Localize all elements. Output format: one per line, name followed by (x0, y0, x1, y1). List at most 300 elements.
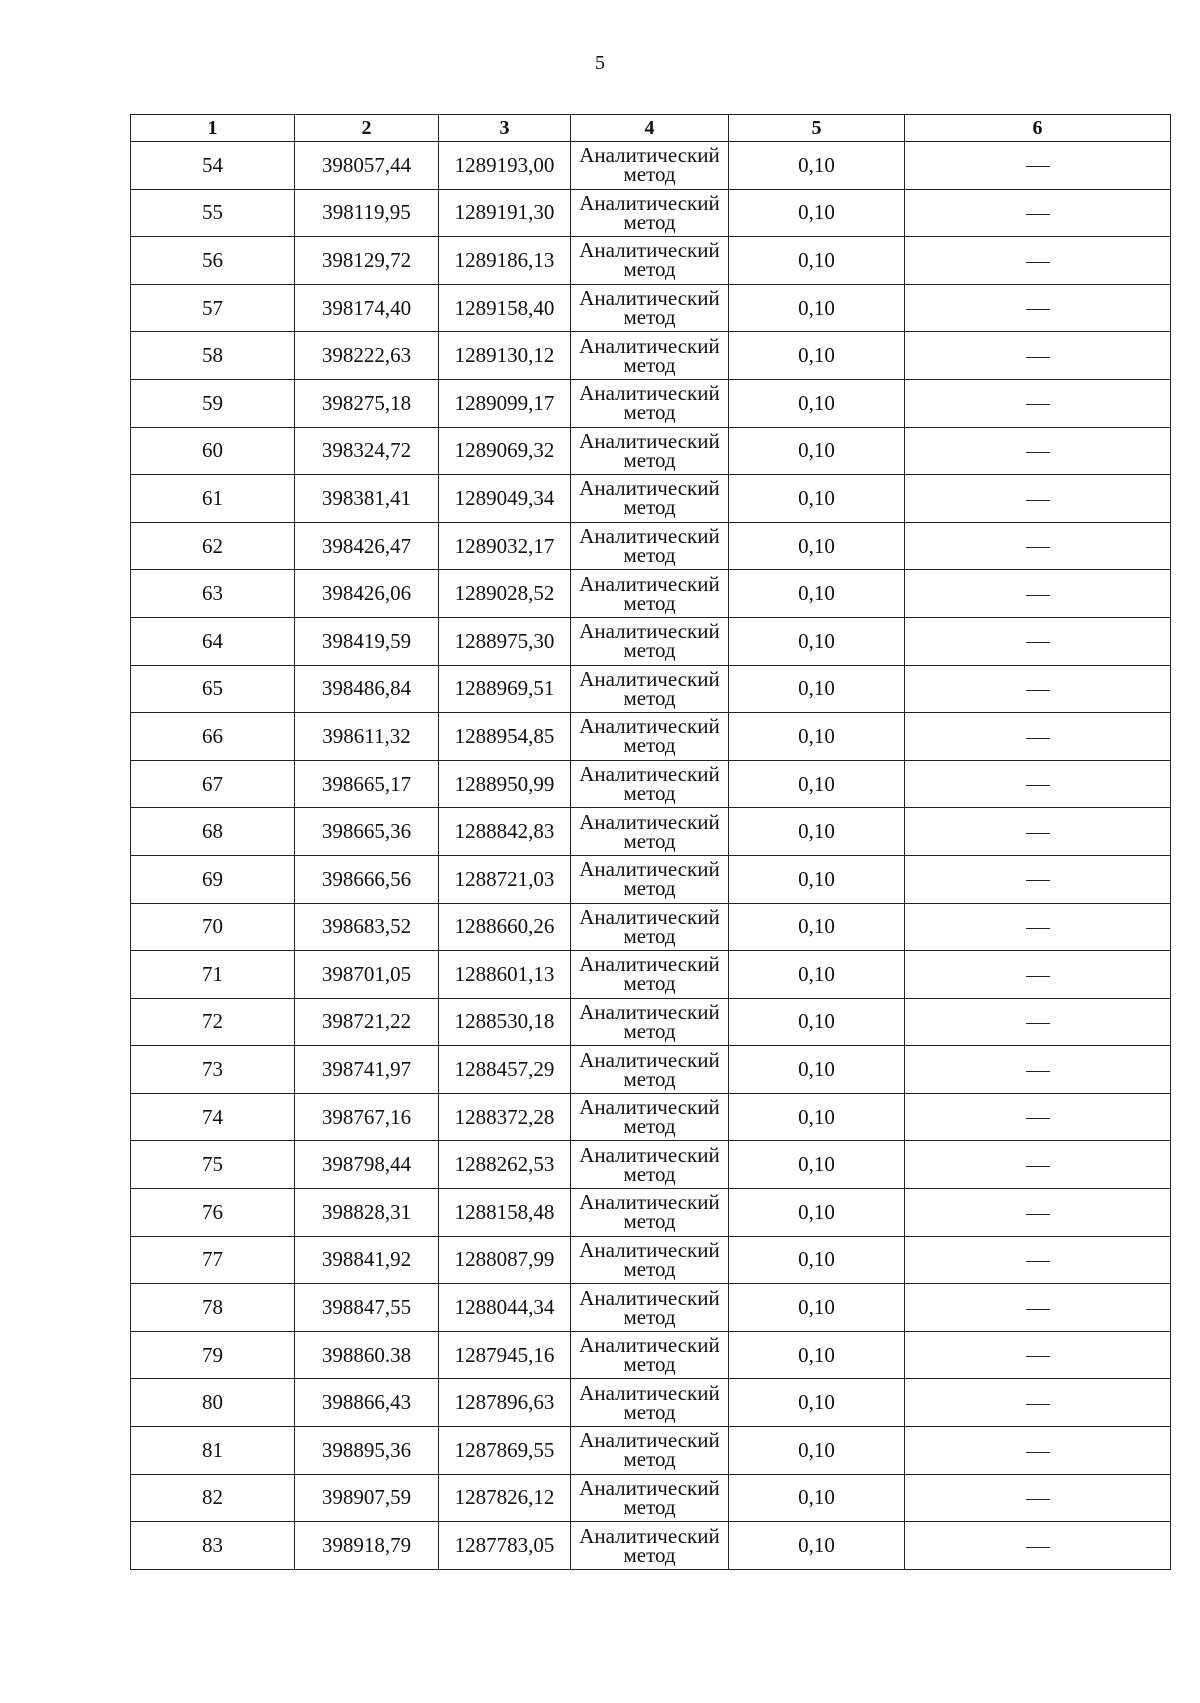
dash-mark (1026, 642, 1050, 643)
coordinate-x: 398666,56 (295, 855, 439, 903)
accuracy-value: 0,10 (729, 1522, 905, 1570)
table-row (131, 1284, 1171, 1332)
method-line-1: Аналитический (579, 143, 720, 168)
coordinate-x: 398486,84 (295, 665, 439, 713)
method-cell (571, 903, 729, 951)
point-number: 66 (131, 713, 295, 761)
point-number: 59 (131, 379, 295, 427)
accuracy-value: 0,10 (729, 665, 905, 713)
method-line-1: Аналитический (579, 571, 720, 596)
header-col-1: 1 (131, 115, 295, 142)
coordinate-x: 398828,31 (295, 1189, 439, 1237)
method-line-1: Аналитический (579, 286, 720, 311)
method-line-2: метод (623, 1494, 676, 1519)
method-line-2: метод (623, 1399, 676, 1424)
accuracy-value: 0,10 (729, 522, 905, 570)
coordinate-y: 1288372,28 (439, 1093, 571, 1141)
coordinate-y: 1288601,13 (439, 951, 571, 999)
point-number: 63 (131, 570, 295, 618)
coordinate-y: 1289158,40 (439, 284, 571, 332)
method-cell (571, 998, 729, 1046)
header-col-2: 2 (295, 115, 439, 142)
point-number: 61 (131, 475, 295, 523)
description-cell (905, 1379, 1171, 1427)
description-cell (905, 1522, 1171, 1570)
point-number: 64 (131, 617, 295, 665)
method-cell (571, 142, 729, 190)
coordinates-table (130, 114, 1171, 1570)
coordinate-y: 1288954,85 (439, 713, 571, 761)
coordinate-y: 1288158,48 (439, 1189, 571, 1237)
coordinate-y: 1288044,34 (439, 1284, 571, 1332)
coordinate-y: 1287869,55 (439, 1427, 571, 1475)
method-line-1: Аналитический (579, 809, 720, 834)
coordinate-y: 1288087,99 (439, 1236, 571, 1284)
method-line-1: Аналитический (579, 333, 720, 358)
description-cell (905, 142, 1171, 190)
header-row (131, 115, 1171, 142)
accuracy-value: 0,10 (729, 237, 905, 285)
method-line-2: метод (623, 543, 676, 568)
method-line-1: Аналитический (579, 619, 720, 644)
dash-mark (1026, 1214, 1050, 1215)
method-cell (571, 237, 729, 285)
accuracy-value: 0,10 (729, 1141, 905, 1189)
description-cell (905, 617, 1171, 665)
coordinate-x: 398426,47 (295, 522, 439, 570)
coordinate-x: 398866,43 (295, 1379, 439, 1427)
accuracy-value: 0,10 (729, 1474, 905, 1522)
accuracy-value: 0,10 (729, 1379, 905, 1427)
point-number: 62 (131, 522, 295, 570)
table-row (131, 951, 1171, 999)
accuracy-value: 0,10 (729, 903, 905, 951)
point-number: 54 (131, 142, 295, 190)
method-cell (571, 1522, 729, 1570)
coordinate-x: 398665,17 (295, 760, 439, 808)
coordinate-x: 398426,06 (295, 570, 439, 618)
method-line-2: метод (623, 876, 676, 901)
method-line-2: метод (623, 209, 676, 234)
description-cell (905, 998, 1171, 1046)
coordinate-y: 1287783,05 (439, 1522, 571, 1570)
coordinate-y: 1288721,03 (439, 855, 571, 903)
description-cell (905, 379, 1171, 427)
coordinate-x: 398847,55 (295, 1284, 439, 1332)
description-cell (905, 855, 1171, 903)
coordinate-x: 398767,16 (295, 1093, 439, 1141)
method-line-2: метод (623, 1256, 676, 1281)
dash-mark (1026, 1309, 1050, 1310)
table-row (131, 713, 1171, 761)
method-line-2: метод (623, 828, 676, 853)
dash-mark (1026, 785, 1050, 786)
dash-mark (1026, 1071, 1050, 1072)
method-line-2: метод (623, 781, 676, 806)
accuracy-value: 0,10 (729, 427, 905, 475)
coordinate-y: 1289032,17 (439, 522, 571, 570)
method-line-1: Аналитический (579, 524, 720, 549)
dash-mark (1026, 1547, 1050, 1548)
accuracy-value: 0,10 (729, 1331, 905, 1379)
method-line-2: метод (623, 590, 676, 615)
table-row (131, 760, 1171, 808)
description-cell (905, 1141, 1171, 1189)
table-row (131, 903, 1171, 951)
dash-mark (1026, 262, 1050, 263)
table-row (131, 427, 1171, 475)
method-cell (571, 1141, 729, 1189)
table-row (131, 617, 1171, 665)
point-number: 81 (131, 1427, 295, 1475)
coordinate-x: 398419,59 (295, 617, 439, 665)
method-line-1: Аналитический (579, 476, 720, 501)
dash-mark (1026, 880, 1050, 881)
point-number: 75 (131, 1141, 295, 1189)
page-number: 5 (595, 52, 605, 74)
description-cell (905, 475, 1171, 523)
method-line-2: метод (623, 1542, 676, 1567)
coordinate-x: 398860.38 (295, 1331, 439, 1379)
coordinate-y: 1287896,63 (439, 1379, 571, 1427)
dash-mark (1026, 690, 1050, 691)
method-line-2: метод (623, 1018, 676, 1043)
point-number: 80 (131, 1379, 295, 1427)
coordinate-y: 1289069,32 (439, 427, 571, 475)
table-row (131, 1236, 1171, 1284)
method-cell (571, 951, 729, 999)
description-cell (905, 1427, 1171, 1475)
method-line-1: Аналитический (579, 1380, 720, 1405)
description-cell (905, 284, 1171, 332)
dash-mark (1026, 166, 1050, 167)
point-number: 70 (131, 903, 295, 951)
description-cell (905, 713, 1171, 761)
table-row (131, 284, 1171, 332)
method-cell (571, 189, 729, 237)
accuracy-value: 0,10 (729, 1046, 905, 1094)
description-cell (905, 1189, 1171, 1237)
table-row (131, 1474, 1171, 1522)
method-line-2: метод (623, 447, 676, 472)
table-row (131, 142, 1171, 190)
point-number: 82 (131, 1474, 295, 1522)
description-cell (905, 808, 1171, 856)
coordinate-x: 398129,72 (295, 237, 439, 285)
coordinate-y: 1289130,12 (439, 332, 571, 380)
method-line-2: метод (623, 1066, 676, 1091)
point-number: 68 (131, 808, 295, 856)
coordinate-x: 398798,44 (295, 1141, 439, 1189)
coordinate-y: 1288660,26 (439, 903, 571, 951)
accuracy-value: 0,10 (729, 189, 905, 237)
coordinate-y: 1289186,13 (439, 237, 571, 285)
coordinate-y: 1288842,83 (439, 808, 571, 856)
dash-mark (1026, 595, 1050, 596)
method-cell (571, 570, 729, 618)
accuracy-value: 0,10 (729, 808, 905, 856)
coordinate-y: 1288975,30 (439, 617, 571, 665)
table-row (131, 1379, 1171, 1427)
dash-mark (1026, 1261, 1050, 1262)
coordinate-y: 1288950,99 (439, 760, 571, 808)
method-line-1: Аналитический (579, 1475, 720, 1500)
method-cell (571, 617, 729, 665)
coordinate-x: 398174,40 (295, 284, 439, 332)
header-col-3: 3 (439, 115, 571, 142)
point-number: 83 (131, 1522, 295, 1570)
point-number: 55 (131, 189, 295, 237)
method-line-2: метод (623, 1161, 676, 1186)
coordinate-x: 398721,22 (295, 998, 439, 1046)
table-row (131, 1189, 1171, 1237)
method-cell (571, 808, 729, 856)
dash-mark (1026, 833, 1050, 834)
method-line-1: Аналитический (579, 857, 720, 882)
description-cell (905, 1331, 1171, 1379)
method-line-2: метод (623, 1209, 676, 1234)
dash-mark (1026, 976, 1050, 977)
method-line-2: метод (623, 923, 676, 948)
coordinate-y: 1288969,51 (439, 665, 571, 713)
description-cell (905, 903, 1171, 951)
accuracy-value: 0,10 (729, 1093, 905, 1141)
method-line-1: Аналитический (579, 1142, 720, 1167)
dash-mark (1026, 1356, 1050, 1357)
method-line-1: Аналитический (579, 1523, 720, 1548)
method-line-2: метод (623, 162, 676, 187)
description-cell (905, 1236, 1171, 1284)
method-line-2: метод (623, 971, 676, 996)
table-row (131, 1046, 1171, 1094)
coordinate-y: 1289191,30 (439, 189, 571, 237)
method-cell (571, 1093, 729, 1141)
method-line-1: Аналитический (579, 999, 720, 1024)
coordinate-x: 398275,18 (295, 379, 439, 427)
coordinate-x: 398895,36 (295, 1427, 439, 1475)
accuracy-value: 0,10 (729, 855, 905, 903)
point-number: 73 (131, 1046, 295, 1094)
point-number: 77 (131, 1236, 295, 1284)
dash-mark (1026, 1499, 1050, 1500)
point-number: 56 (131, 237, 295, 285)
coordinate-y: 1287945,16 (439, 1331, 571, 1379)
method-line-1: Аналитический (579, 238, 720, 263)
accuracy-value: 0,10 (729, 1236, 905, 1284)
method-line-1: Аналитический (579, 1285, 720, 1310)
method-line-1: Аналитический (579, 1095, 720, 1120)
description-cell (905, 522, 1171, 570)
dash-mark (1026, 928, 1050, 929)
method-line-1: Аналитический (579, 1237, 720, 1262)
method-line-2: метод (623, 305, 676, 330)
method-cell (571, 427, 729, 475)
method-line-2: метод (623, 1304, 676, 1329)
method-line-1: Аналитический (579, 1047, 720, 1072)
header-col-4: 4 (571, 115, 729, 142)
description-cell (905, 1046, 1171, 1094)
method-cell (571, 713, 729, 761)
accuracy-value: 0,10 (729, 332, 905, 380)
point-number: 58 (131, 332, 295, 380)
accuracy-value: 0,10 (729, 1427, 905, 1475)
method-line-2: метод (623, 400, 676, 425)
accuracy-value: 0,10 (729, 1284, 905, 1332)
table-row (131, 237, 1171, 285)
table-row (131, 1427, 1171, 1475)
dash-mark (1026, 500, 1050, 501)
dash-mark (1026, 1452, 1050, 1453)
method-cell (571, 522, 729, 570)
coordinate-y: 1288262,53 (439, 1141, 571, 1189)
point-number: 69 (131, 855, 295, 903)
coordinate-x: 398057,44 (295, 142, 439, 190)
method-cell (571, 1189, 729, 1237)
table-row (131, 1522, 1171, 1570)
method-line-1: Аналитический (579, 381, 720, 406)
table-row (131, 522, 1171, 570)
method-cell (571, 1427, 729, 1475)
coordinate-y: 1289028,52 (439, 570, 571, 618)
header-col-6: 6 (905, 115, 1171, 142)
description-cell (905, 1093, 1171, 1141)
method-cell (571, 1474, 729, 1522)
coordinate-y: 1289099,17 (439, 379, 571, 427)
dash-mark (1026, 1118, 1050, 1119)
accuracy-value: 0,10 (729, 760, 905, 808)
dash-mark (1026, 357, 1050, 358)
description-cell (905, 665, 1171, 713)
accuracy-value: 0,10 (729, 998, 905, 1046)
dash-mark (1026, 1404, 1050, 1405)
method-line-2: метод (623, 685, 676, 710)
method-line-2: метод (623, 638, 676, 663)
method-line-2: метод (623, 1352, 676, 1377)
coordinate-x: 398907,59 (295, 1474, 439, 1522)
table-row (131, 1141, 1171, 1189)
description-cell (905, 570, 1171, 618)
accuracy-value: 0,10 (729, 570, 905, 618)
coordinate-x: 398683,52 (295, 903, 439, 951)
coordinate-x: 398119,95 (295, 189, 439, 237)
dash-mark (1026, 738, 1050, 739)
method-line-1: Аналитический (579, 190, 720, 215)
point-number: 76 (131, 1189, 295, 1237)
description-cell (905, 189, 1171, 237)
method-line-1: Аналитический (579, 428, 720, 453)
method-line-2: метод (623, 257, 676, 282)
method-line-1: Аналитический (579, 1428, 720, 1453)
coordinate-x: 398324,72 (295, 427, 439, 475)
description-cell (905, 951, 1171, 999)
method-cell (571, 855, 729, 903)
accuracy-value: 0,10 (729, 1189, 905, 1237)
table-row (131, 475, 1171, 523)
coordinate-y: 1289049,34 (439, 475, 571, 523)
coordinate-y: 1288457,29 (439, 1046, 571, 1094)
dash-mark (1026, 404, 1050, 405)
point-number: 60 (131, 427, 295, 475)
dash-mark (1026, 1166, 1050, 1167)
point-number: 71 (131, 951, 295, 999)
table-row (131, 1093, 1171, 1141)
table-row (131, 665, 1171, 713)
accuracy-value: 0,10 (729, 142, 905, 190)
method-cell (571, 1046, 729, 1094)
method-cell (571, 475, 729, 523)
table-row (131, 379, 1171, 427)
dash-mark (1026, 452, 1050, 453)
method-line-1: Аналитический (579, 666, 720, 691)
coordinate-x: 398701,05 (295, 951, 439, 999)
method-cell (571, 379, 729, 427)
point-number: 78 (131, 1284, 295, 1332)
description-cell (905, 760, 1171, 808)
method-cell (571, 332, 729, 380)
header-col-5: 5 (729, 115, 905, 142)
table-body (131, 142, 1171, 1570)
method-cell (571, 284, 729, 332)
description-cell (905, 237, 1171, 285)
coordinate-x: 398665,36 (295, 808, 439, 856)
accuracy-value: 0,10 (729, 475, 905, 523)
point-number: 57 (131, 284, 295, 332)
description-cell (905, 427, 1171, 475)
point-number: 72 (131, 998, 295, 1046)
table-row (131, 855, 1171, 903)
method-line-2: метод (623, 1447, 676, 1472)
point-number: 79 (131, 1331, 295, 1379)
table-row (131, 570, 1171, 618)
method-cell (571, 1284, 729, 1332)
table-header (131, 115, 1171, 142)
method-line-1: Аналитический (579, 714, 720, 739)
dash-mark (1026, 547, 1050, 548)
method-line-1: Аналитический (579, 762, 720, 787)
accuracy-value: 0,10 (729, 951, 905, 999)
dash-mark (1026, 309, 1050, 310)
dash-mark (1026, 214, 1050, 215)
coordinate-x: 398918,79 (295, 1522, 439, 1570)
coordinate-x: 398841,92 (295, 1236, 439, 1284)
dash-mark (1026, 1023, 1050, 1024)
coordinate-x: 398741,97 (295, 1046, 439, 1094)
point-number: 65 (131, 665, 295, 713)
accuracy-value: 0,10 (729, 284, 905, 332)
method-line-2: метод (623, 352, 676, 377)
method-line-2: метод (623, 1114, 676, 1139)
method-line-2: метод (623, 495, 676, 520)
method-cell (571, 1331, 729, 1379)
coordinate-x: 398222,63 (295, 332, 439, 380)
coordinate-x: 398381,41 (295, 475, 439, 523)
table-row (131, 808, 1171, 856)
accuracy-value: 0,10 (729, 713, 905, 761)
table-row (131, 998, 1171, 1046)
method-line-1: Аналитический (579, 952, 720, 977)
method-line-1: Аналитический (579, 904, 720, 929)
table-row (131, 332, 1171, 380)
description-cell (905, 1474, 1171, 1522)
coordinate-y: 1288530,18 (439, 998, 571, 1046)
table-row (131, 189, 1171, 237)
accuracy-value: 0,10 (729, 379, 905, 427)
coordinate-y: 1289193,00 (439, 142, 571, 190)
coordinate-x: 398611,32 (295, 713, 439, 761)
coordinate-y: 1287826,12 (439, 1474, 571, 1522)
method-cell (571, 1379, 729, 1427)
method-cell (571, 760, 729, 808)
